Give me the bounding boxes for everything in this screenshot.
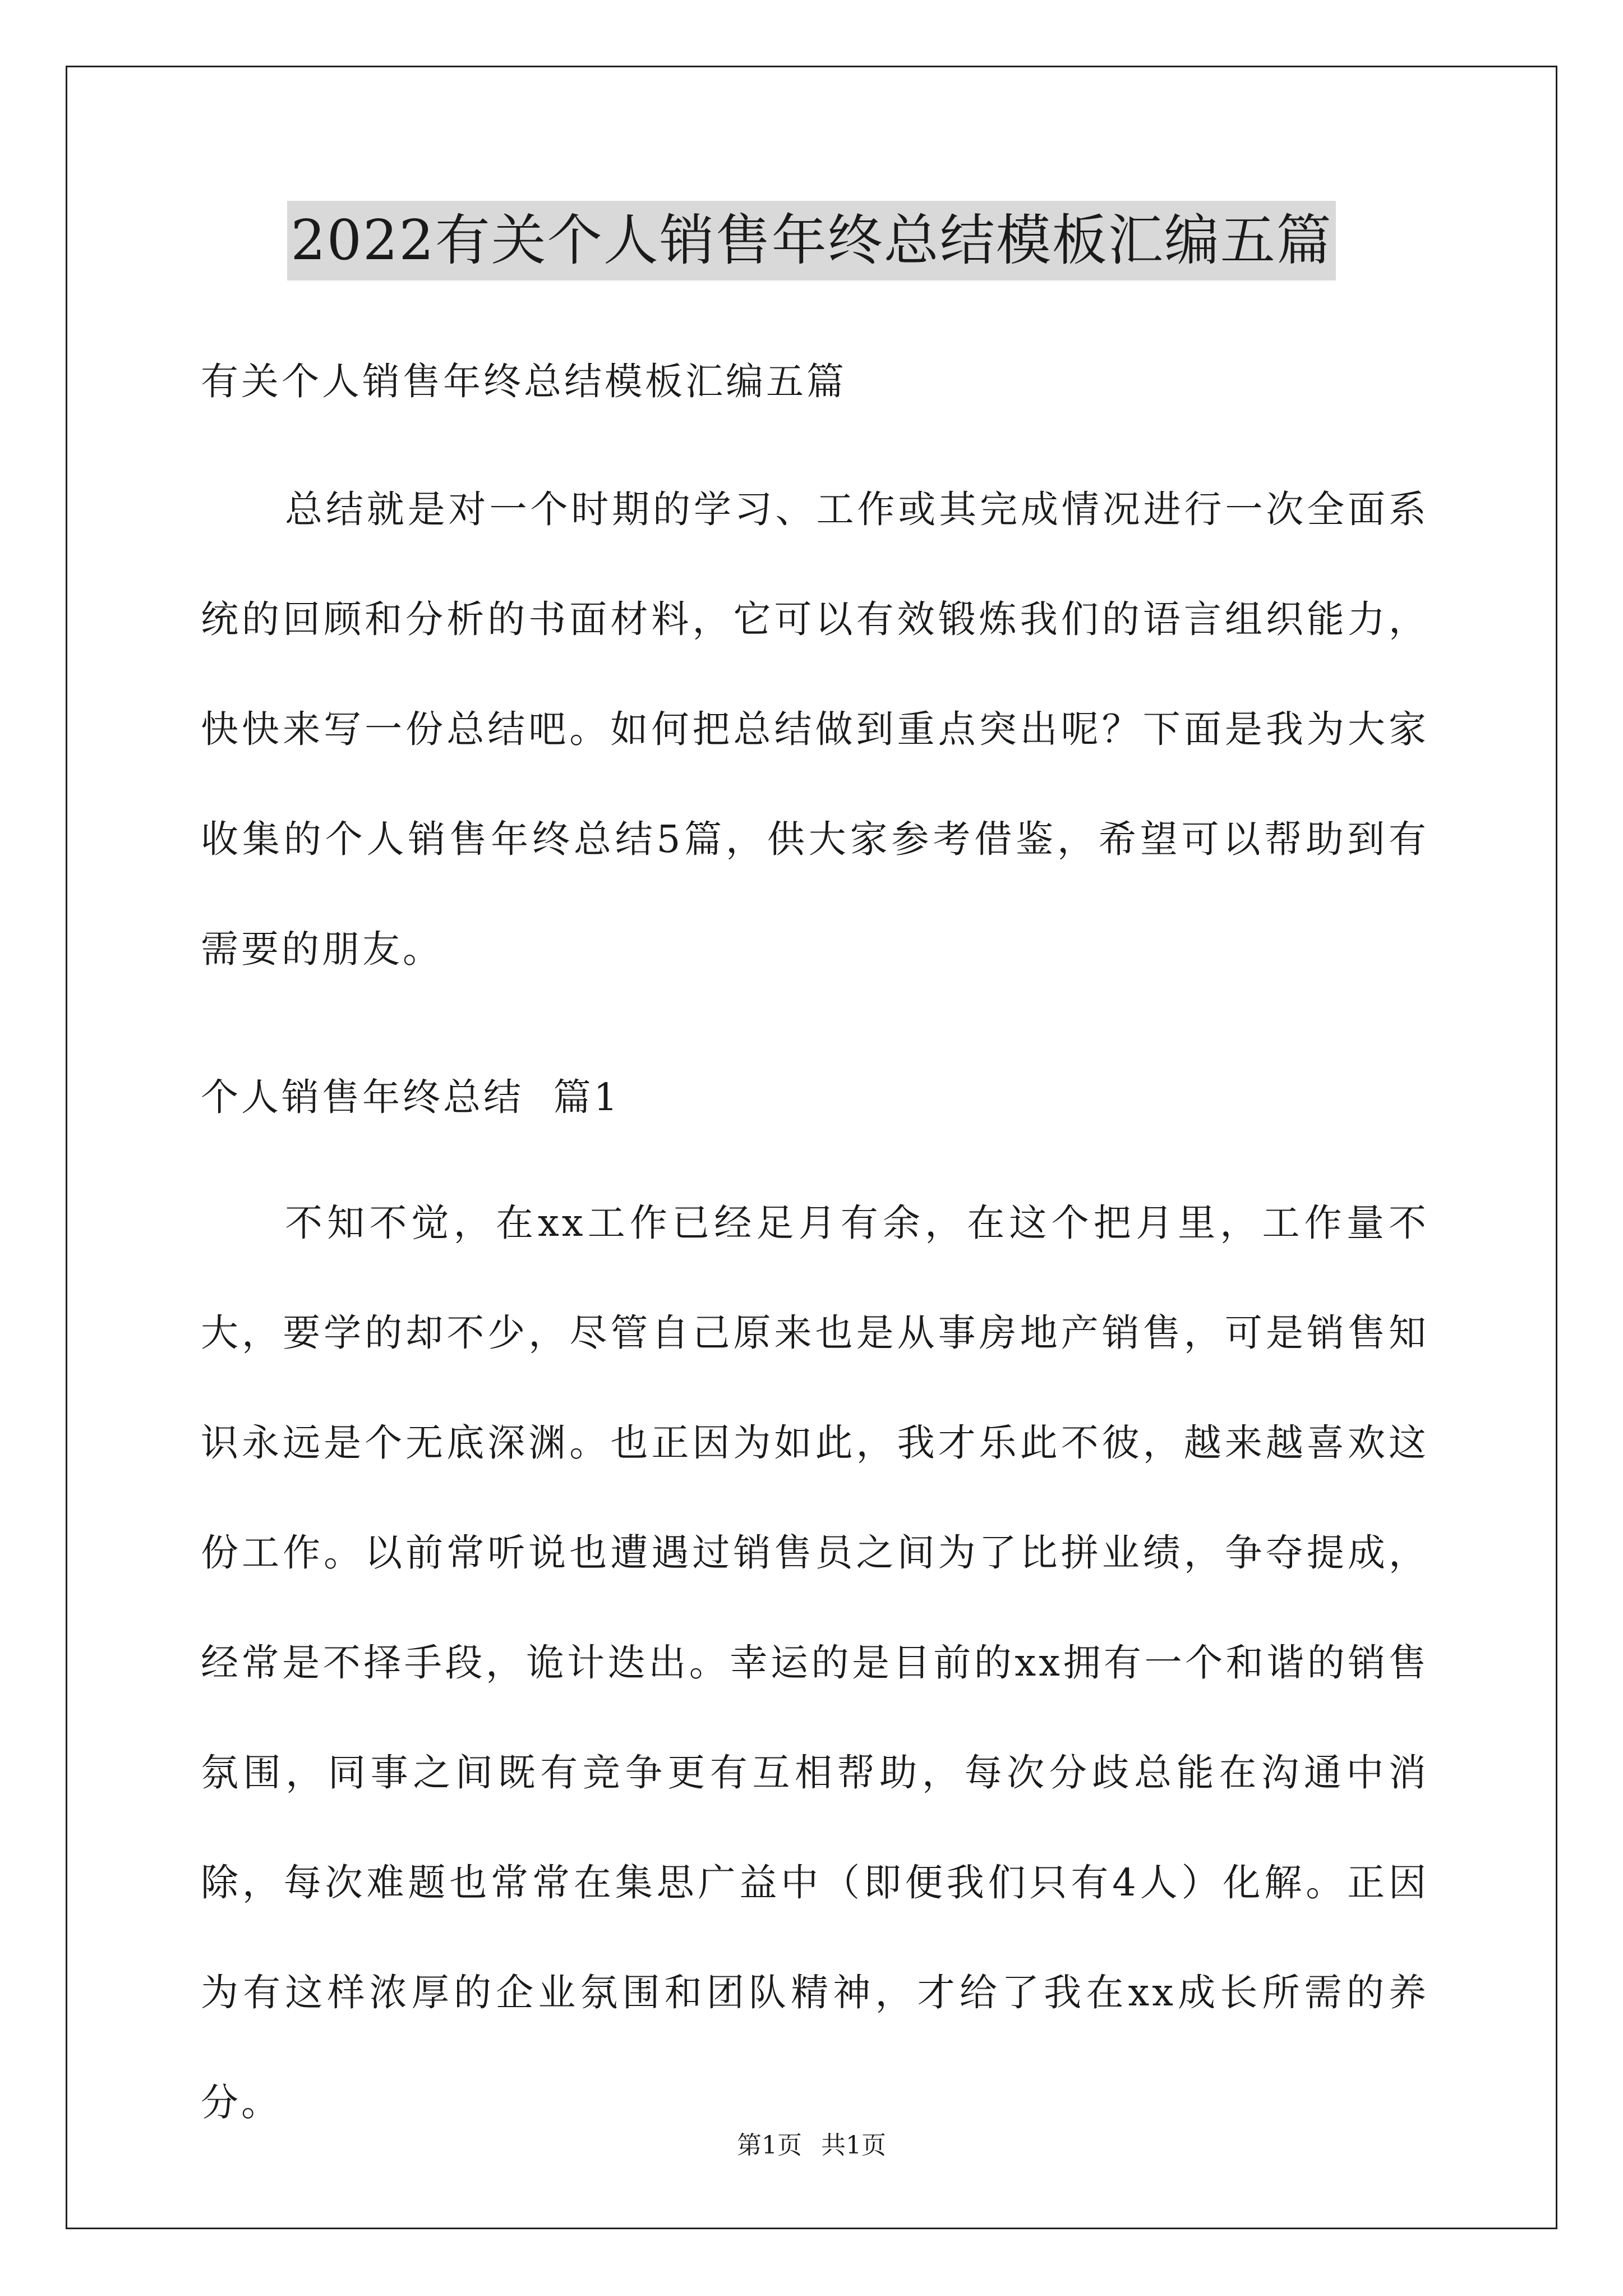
section-heading-text: 个人销售年终总结 篇1: [201, 1075, 621, 1119]
section-body-paragraph: 不知不觉，在xx工作已经足月有余，在这个把月里，工作量不大，要学的却不少，尽管自己原来也是从事房地产销售，可是销售知识永远是个无底深渊。也正因为如此，我才乐此不彼，越来越喜欢这份工作。以前常听说也遭遇过销售员之间为了比拼业绩，争夺提成，经常是不择手段，诡计迭出。幸运的是目前的xx拥有一个和谐的销售氛围，同事之间既有竞争更有互相帮助，每次分歧总能在沟通中消除，每次难题也常常在集思广益中（即便我们只有4人）化解。正因为有这样浓厚的企业氛围和团队精神，才给了我在xx成长所需的养分。: [201, 1201, 1429, 2124]
page-footer: [0, 2129, 1623, 2162]
total-pages: 共1页: [821, 2131, 886, 2160]
document-subtitle: 有关个人销售年终总结模板汇编五篇: [201, 360, 847, 403]
document-title-text: 2022有关个人销售年终总结模板汇编五篇: [287, 201, 1335, 280]
intro-paragraph: 总结就是对一个时期的学习、工作或其完成情况进行一次全面系统的回顾和分析的书面材料，它可以有效锻炼我们的语言组织能力，快快来写一份总结吧。如何把总结做到重点突出呢？下面是我为大家收集的个人销售年终总结5篇，供大家参考借鉴，希望可以帮助到有需要的朋友。: [201, 487, 1429, 971]
section-heading: [201, 1069, 1429, 1125]
page-number: 第1页: [737, 2131, 802, 2160]
document-title: [0, 201, 1623, 280]
